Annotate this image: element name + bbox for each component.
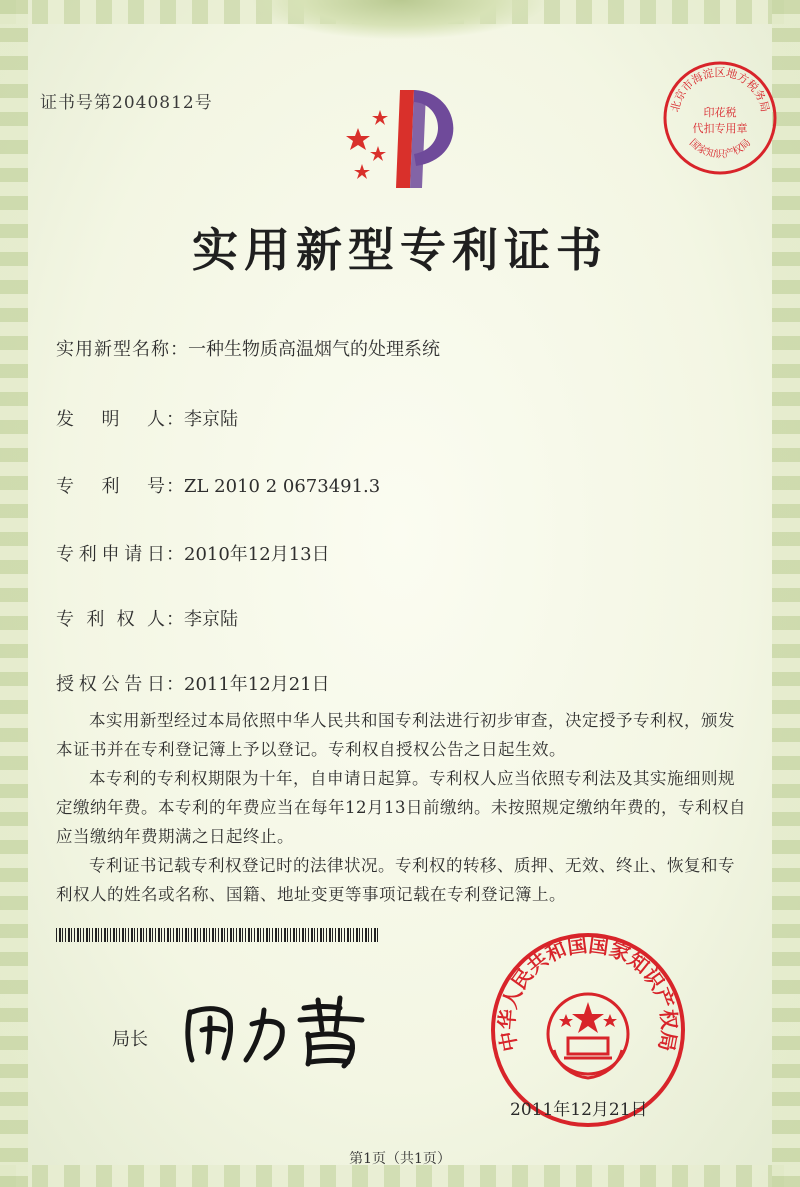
page-footer: 第1页（共1页） xyxy=(349,1151,451,1167)
decorative-border-right xyxy=(772,0,800,1187)
decorative-border-left xyxy=(0,0,28,1187)
tax-seal-bottom-text: 国家知识产权局 xyxy=(686,137,754,161)
field-value: ZL 2010 2 0673491.3 xyxy=(184,476,381,497)
field-label: 专利号 xyxy=(56,476,166,497)
field-utility-model-name: 实用新型名称：一种生物质高温烟气的处理系统 xyxy=(56,335,440,361)
body-paragraph: 专利证书记载专利权登记时的法律状况。专利权的转移、质押、无效、终止、恢复和专利权人的姓名或名称、国籍、地址变更等事项记载在专利登记簿上。 xyxy=(56,856,735,904)
logo-star-3 xyxy=(370,146,386,161)
decorative-border-bottom xyxy=(0,1165,800,1187)
field-label: 专利权人 xyxy=(56,609,166,630)
tax-stamp-seal xyxy=(660,58,780,178)
director-title: 局长 xyxy=(112,1029,148,1050)
field-application-date: 专利申请日：2010年12月13日 xyxy=(56,540,330,566)
field-patentee: 专利权人：李京陆 xyxy=(56,605,238,631)
logo-star-1 xyxy=(346,128,370,150)
tax-seal-ring-text: 北京市海淀区地方税务局 xyxy=(668,66,772,114)
tax-seal-center-1: 印花税 xyxy=(703,106,737,119)
certificate-body xyxy=(56,706,746,909)
field-value: 一种生物质高温烟气的处理系统 xyxy=(188,339,440,360)
director-signature xyxy=(180,990,380,1070)
body-paragraph: 本专利的专利权期限为十年，自申请日起算。专利权人应当依照专利法及其实施细则规定缴纳年费。本专利的年费应当在每年12月13日前缴纳。未按照规定缴纳年费的，专利权自应当缴纳年费期满之日起终止。 xyxy=(56,769,746,846)
field-value: 2010年12月13日 xyxy=(184,544,330,565)
field-label: 专利申请日 xyxy=(56,544,166,565)
main-seal-ring-text: 中华人民共和国国家知识产权局 xyxy=(494,932,682,1054)
field-value: 李京陆 xyxy=(184,409,238,430)
certificate-title: 实用新型专利证书 xyxy=(192,223,608,277)
field-grant-date: 授权公告日：2011年12月21日 xyxy=(56,670,330,696)
barcode xyxy=(56,928,380,942)
certificate-number: 证书号第2040812号 xyxy=(40,93,213,113)
field-patent-number: 专利号：ZL 2010 2 0673491.3 xyxy=(56,472,380,498)
seal-date: 2011年12月21日 xyxy=(510,1100,648,1120)
field-label: 授权公告日 xyxy=(56,674,166,695)
field-label: 实用新型名称 xyxy=(56,339,170,360)
field-value: 李京陆 xyxy=(184,609,238,630)
svg-text:国家知识产权局 xyxy=(687,137,753,161)
top-ornament xyxy=(250,0,550,40)
body-paragraph: 本实用新型经过本局依照中华人民共和国专利法进行初步审查，决定授予专利权，颁发本证书并在专利登记簿上予以登记。专利权自授权公告之日起生效。 xyxy=(56,711,735,759)
logo-star-2 xyxy=(372,110,388,125)
patent-office-logo-icon xyxy=(330,88,470,198)
national-emblem-icon xyxy=(548,994,628,1078)
field-inventor: 发明人：李京陆 xyxy=(56,405,238,431)
tax-seal-center-2: 代扣专用章 xyxy=(692,122,748,135)
field-value: 2011年12月21日 xyxy=(184,674,330,695)
logo-star-4 xyxy=(354,164,370,179)
field-label: 发明人 xyxy=(56,409,166,430)
